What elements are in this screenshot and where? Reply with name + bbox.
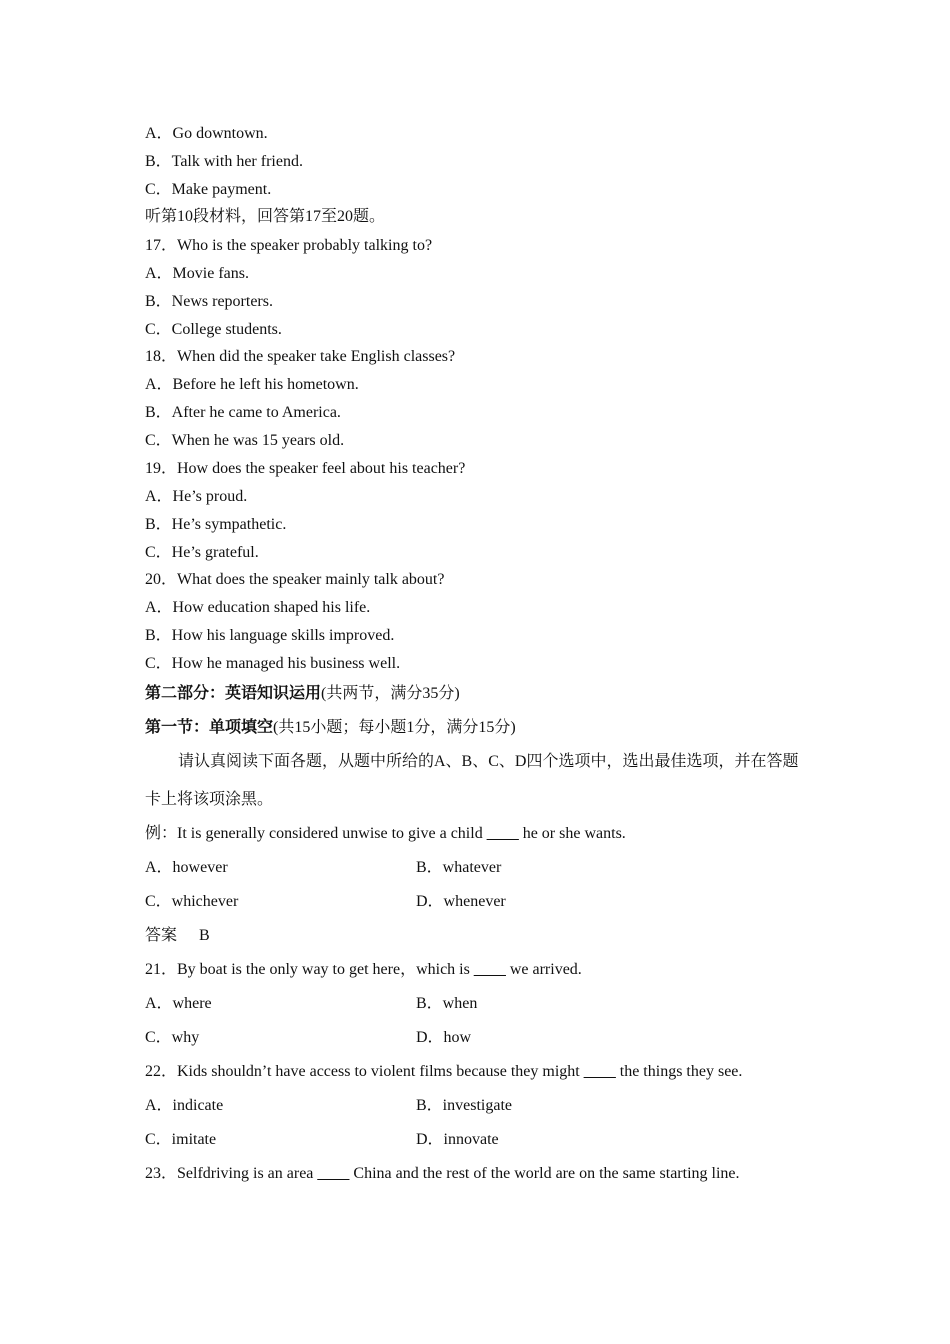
example-option-d: D．whenever: [416, 893, 506, 910]
part2-heading-bold: 第二部分：英语知识运用: [145, 685, 322, 702]
q16-option-c: C．Make payment.: [145, 181, 272, 198]
q17-stem: 17．Who is the speaker probably talking to?: [145, 237, 433, 254]
q21-stem-after: we arrived.: [505, 961, 582, 978]
q21-option-d: D．how: [416, 1029, 472, 1046]
example-option-a: A．however: [145, 859, 228, 876]
q18-stem: 18．When did the speaker take English classes?: [145, 348, 456, 365]
q21-option-c: C．why: [145, 1029, 200, 1046]
section1-heading: [145, 718, 516, 738]
q18-option-b: B．After he came to America.: [145, 404, 341, 421]
q17-option-b: B．News reporters.: [145, 293, 273, 310]
instruction-line-2: 卡上将该项涂黑。: [145, 791, 274, 808]
section1-heading-bold: 第一节：单项填空: [145, 719, 274, 736]
example-answer-value: B: [199, 927, 210, 944]
q19-option-c: C．He’s grateful.: [145, 544, 259, 561]
q20-option-c: C．How he managed his business well.: [145, 655, 401, 672]
q23-stem: [145, 1164, 740, 1184]
q20-stem: 20．What does the speaker mainly talk about?: [145, 571, 445, 588]
q21-option-a: A．where: [145, 995, 212, 1012]
example-stem: [145, 824, 626, 844]
example-answer-label: 答案: [145, 927, 178, 944]
example-stem-before: 例：It is generally considered unwise to give a child: [145, 825, 487, 842]
q21-stem: [145, 960, 582, 980]
q22-option-b: B．investigate: [416, 1097, 512, 1114]
example-stem-after: he or she wants.: [518, 825, 626, 842]
section10-intro: 听第10段材料，回答第17至20题。: [145, 208, 386, 225]
q21-stem-before: 21．By boat is the only way to get here，which is: [145, 961, 474, 978]
q19-option-b: B．He’s sympathetic.: [145, 516, 287, 533]
q16-option-a: A．Go downtown.: [145, 125, 268, 142]
q23-blank: ____: [317, 1165, 350, 1182]
q21-option-b: B．when: [416, 995, 478, 1012]
q17-option-a: A．Movie fans.: [145, 265, 249, 282]
part2-heading-rest: (共两节，满分35分): [321, 685, 460, 702]
q22-stem-before: 22．Kids shouldn’t have access to violent films because they might: [145, 1063, 584, 1080]
q18-option-a: A．Before he left his hometown.: [145, 376, 359, 393]
q22-option-c: C．imitate: [145, 1131, 217, 1148]
q23-stem-before: 23．Selfdriving is an area: [145, 1165, 318, 1182]
instruction-line-1: 请认真阅读下面各题，从题中所给的A、B、C、D四个选项中，选出最佳选项，并在答题: [178, 753, 799, 770]
q20-option-b: B．How his language skills improved.: [145, 627, 395, 644]
q20-option-a: A．How education shaped his life.: [145, 599, 371, 616]
q19-stem: 19．How does the speaker feel about his teacher?: [145, 460, 466, 477]
section1-heading-rest: (共15小题；每小题1分，满分15分): [273, 719, 516, 736]
example-blank: ____: [486, 825, 519, 842]
example-option-b: B．whatever: [416, 859, 502, 876]
q23-stem-after: China and the rest of the world are on the same starting line.: [349, 1165, 740, 1182]
q18-option-c: C．When he was 15 years old.: [145, 432, 345, 449]
q22-option-d: D．innovate: [416, 1131, 499, 1148]
q17-option-c: C．College students.: [145, 321, 282, 338]
part2-heading: [145, 684, 460, 704]
q22-option-a: A．indicate: [145, 1097, 224, 1114]
q16-option-b: B．Talk with her friend.: [145, 153, 303, 170]
example-answer: [145, 926, 210, 946]
q19-option-a: A．He’s proud.: [145, 488, 248, 505]
q22-stem-after: the things they see.: [615, 1063, 743, 1080]
q21-blank: ____: [473, 961, 506, 978]
q22-blank: ____: [583, 1063, 616, 1080]
example-option-c: C．whichever: [145, 893, 239, 910]
q22-stem: [145, 1062, 742, 1082]
